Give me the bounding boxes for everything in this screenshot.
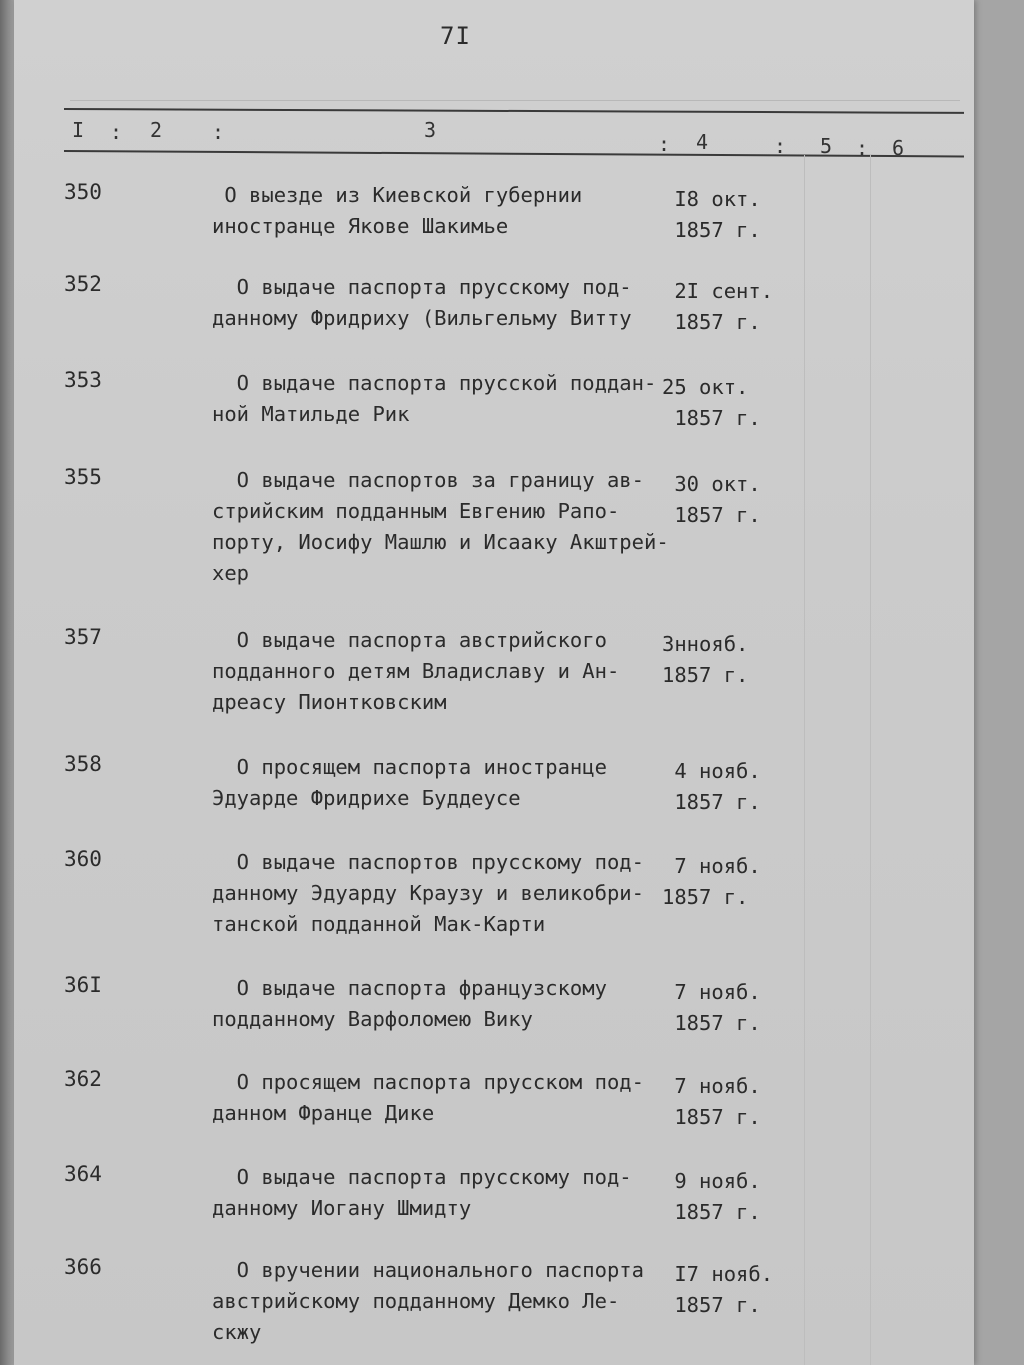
column-header-1: I	[72, 118, 85, 142]
document-page	[14, 0, 974, 1365]
entry-description: О выдаче паспорта австрийского подданного детям Владиславу и Ан- дреасу Пионтковским	[212, 628, 620, 714]
column-separator: :	[774, 134, 787, 158]
entry-description: О выдаче паспорта прусской поддан- ной Матильде Рик	[212, 371, 657, 426]
entry-number: 357	[64, 625, 102, 649]
column-header-3: 3	[424, 118, 437, 142]
entry-description: О выдаче паспортов за границу ав- стрийским подданным Евгению Рапо- порту, Иосифу Машлю и Исааку Акштрей- хер	[212, 468, 669, 585]
entry-number: 352	[64, 272, 102, 296]
entry-date: 2I сент. 1857 г.	[674, 279, 774, 334]
entry-description: О выдаче паспорта прусскому под- данному Фридриху (Вильгельму Витту	[212, 275, 632, 330]
entry-description: О просящем паспорта прусском под- данном Франце Дике	[212, 1070, 644, 1125]
column-separator: :	[110, 120, 123, 144]
column-header-4: 4	[696, 130, 709, 154]
entry-date: 9 нояб. 1857 г.	[674, 1169, 761, 1224]
column-header-5: 5	[820, 134, 833, 158]
header-top-rule	[64, 108, 964, 114]
entry-number: 366	[64, 1255, 102, 1279]
entry-number: 353	[64, 368, 102, 392]
entry-date: 25 окт. 1857 г.	[662, 375, 761, 430]
entry-number: 350	[64, 180, 102, 204]
column-header-2: 2	[150, 118, 163, 142]
column-separator: :	[658, 132, 671, 156]
entry-number: 36I	[64, 973, 102, 997]
background-surface	[974, 0, 1024, 1365]
entry-date: 4 нояб. 1857 г.	[674, 759, 761, 814]
entry-description: О вручении национального паспорта австрийскому подданному Демко Ле- скжу	[212, 1258, 644, 1344]
entry-date: Зннояб. 1857 г.	[662, 632, 749, 687]
entry-description: О выдаче паспортов прусскому под- данному Эдуарду Краузу и великобри- танской подданной Мак-Карти	[212, 850, 644, 936]
entry-date: I8 окт. 1857 г.	[674, 187, 761, 242]
entry-description: О выдаче паспорта прусскому под- данному Иогану Шмидту	[212, 1165, 632, 1220]
entry-description: О просящем паспорта иностранце Эдуарде Фридрихе Буддеусе	[212, 755, 607, 810]
faint-header-rule	[70, 100, 960, 101]
entry-date: 30 окт. 1857 г.	[674, 472, 761, 527]
entry-date: 7 нояб. 1857 г.	[674, 1074, 761, 1129]
column-separator: :	[856, 136, 869, 160]
page-number: 7I	[440, 22, 471, 50]
entry-date: 7 нояб. 1857 г.	[662, 854, 761, 909]
column-divider	[804, 155, 805, 1365]
entry-number: 358	[64, 752, 102, 776]
entry-date: I7 нояб. 1857 г.	[674, 1262, 774, 1317]
entry-description: О выдаче паспорта французскому подданному Варфоломею Вику	[212, 976, 607, 1031]
entry-number: 360	[64, 847, 102, 871]
entry-date: 7 нояб. 1857 г.	[674, 980, 761, 1035]
entry-number: 364	[64, 1162, 102, 1186]
entry-description: О выезде из Киевской губернии иностранце Якове Шакимье	[212, 183, 583, 238]
column-separator: :	[212, 120, 225, 144]
entry-number: 355	[64, 465, 102, 489]
column-divider	[870, 155, 871, 1365]
entry-number: 362	[64, 1067, 102, 1091]
column-header-6: 6	[892, 136, 905, 160]
